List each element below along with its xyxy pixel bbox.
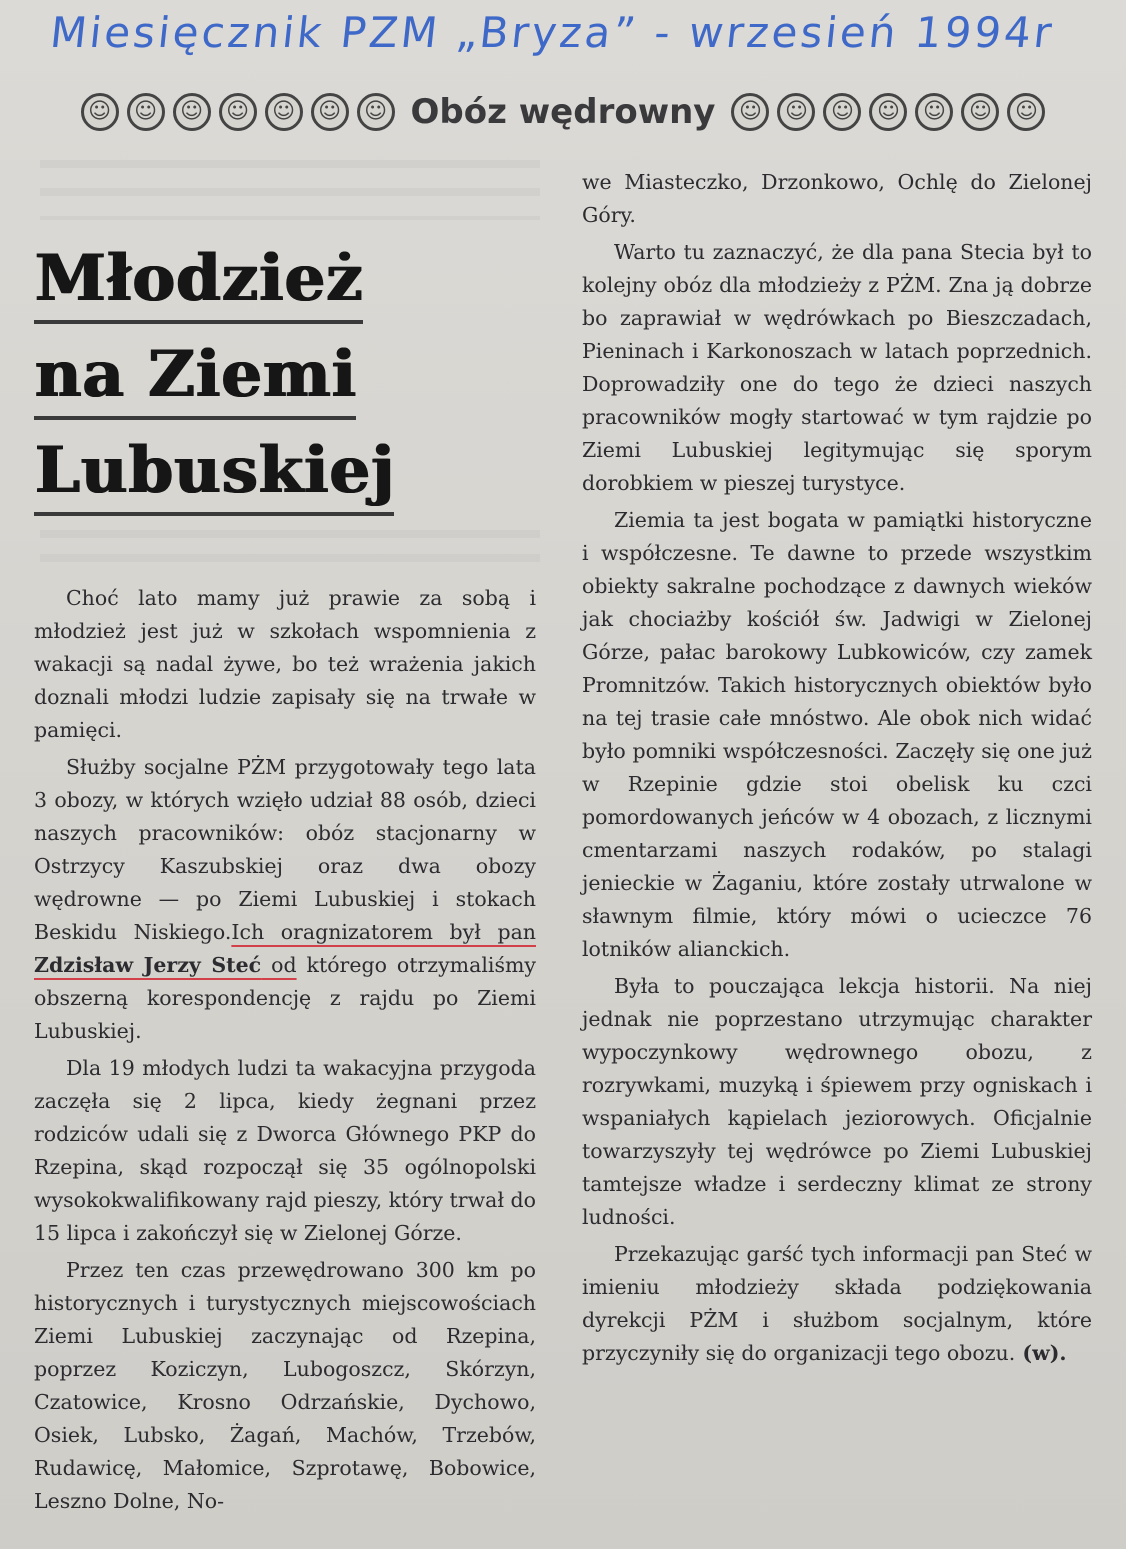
headline-line-3: Lubuskiej <box>34 432 394 516</box>
smiley-face-icon: ☺ <box>219 93 257 131</box>
paragraph: Przez ten czas przewędrowano 300 km po historycznych i turystycznych miejscowościach Ziemi Lubuskiej zaczynając od Rzepina, poprzez Koziczyn, Lubogoszcz, Skórzyn, Czatowice, Krosno Odrzańskie, Dychowo, Osiek, Lubsko, Żagań, Machów, Trzebów, Rudawicę, Małomice, Szprotawę, Bobowice, Leszno Dolne, No- <box>34 1258 536 1513</box>
smiley-face-icon: ☺ <box>1007 93 1045 131</box>
paragraph-text: Służby socjalne PŻM przygotowały tego lata 3 obozy, w których wzięło udział 88 osób, dzieci naszych pracowników: obóz stacjonarny w Ostrzycy Kaszubskiej oraz dwa obozy wędrowne — po Ziemi Lubuskiej i stokach Beskidu Niskiego. <box>34 755 536 944</box>
smiley-face-icon: ☺ <box>265 93 303 131</box>
article-column-right <box>582 166 1092 1370</box>
article-headline <box>34 240 534 528</box>
author-signature: (w). <box>1015 1341 1067 1365</box>
smiley-face-icon: ☺ <box>357 93 395 131</box>
smiley-face-icon: ☺ <box>869 93 907 131</box>
paragraph: we Miasteczko, Drzonkowo, Ochlę do Zielonej Góry. <box>582 170 1092 227</box>
smiley-face-icon: ☺ <box>81 93 119 131</box>
underlined-text: Ich oragnizatorem był pan <box>231 920 536 944</box>
smiley-face-icon: ☺ <box>961 93 999 131</box>
paragraph-text: Przekazując garść tych informacji pan Steć w imieniu młodzieży składa podziękowania dyrekcji PŻM i służbom socjalnym, które przyczyniły się do organizacji tego obozu. <box>582 1242 1092 1365</box>
paragraph <box>582 1238 1092 1370</box>
smiley-face-icon: ☺ <box>823 93 861 131</box>
paragraph <box>34 751 536 1048</box>
section-header <box>30 84 1096 140</box>
paragraph-text: którego otrzymaliśmy obszerną korespondencję z rajdu po Ziemi Lubuskiej. <box>34 953 536 1043</box>
paragraph: Była to pouczająca lekcja historii. Na niej jednak nie poprzestano utrzymując charakter wypoczynkowy wędrownego obozu, z rozrywkami, muzyką i śpiewem przy ogniskach i wspaniałych kąpielach jeziorowych. Oficjalnie towarzyszyły tej wędrówce po Ziemi Lubuskiej tamtejsze władze i serdeczny klimat ze strony ludności. <box>582 974 1092 1229</box>
headline-line-1: Młodzież <box>34 240 363 324</box>
handwritten-source-note: Miesięcznik PZM „Bryza” - wrzesień 1994r <box>48 8 1057 57</box>
smiley-face-icon: ☺ <box>915 93 953 131</box>
smiley-face-icon: ☺ <box>127 93 165 131</box>
smiley-face-icon: ☺ <box>311 93 349 131</box>
paragraph: Ziemia ta jest bogata w pamiątki historyczne i współczesne. Te dawne to przede wszystkim obiekty sakralne pochodzące z dawnych wieków jak chociażby kościół św. Jadwigi w Zielonej Górze, pałac barokowy Lubkowiców, czy zamek Promnitzów. Takich historycznych obiektów było na tej trasie całe mnóstwo. Ale obok nich widać było pomniki współczesności. Zaczęły się one już w Rzepinie gdzie stoi obelisk ku czci pomordowanych jeńców w 4 obozach, z licznymi cmentarzami naszych rodaków, po stalagi jenieckie w Żaganiu, które zostały utrwalone w sławnym filmie, który mówi o ucieczce 76 lotników alianckich. <box>582 508 1092 961</box>
headline-line-2: na Ziemi <box>34 336 356 420</box>
organizer-name: Zdzisław Jerzy Steć <box>34 953 262 977</box>
paragraph: Dla 19 młodych ludzi ta wakacyjna przygoda zaczęła się 2 lipca, kiedy żegnani przez rodziców udali się z Dworca Głównego PKP do Rzepina, skąd rozpoczął się 35 ogólnopolski wysokokwalifikowany rajd pieszy, który trwał do 15 lipca i zakończył się w Zielonej Górze. <box>34 1056 536 1245</box>
article-column-left <box>34 582 536 1518</box>
bleed-through-text <box>40 530 540 570</box>
paragraph: Warto tu zaznaczyć, że dla pana Stecia był to kolejny obóz dla młodzieży z PŻM. Zna ją dobrze bo zaprawiał w wędrówkach po Bieszczadach, Pieninach i Karkonoszach w latach poprzednich. Doprowadziły one do tego że dzieci naszych pracowników mogły startować w tym rajdzie po Ziemi Lubuskiej legitymując się sporym dorobkiem w pieszej turystyce. <box>582 240 1092 495</box>
paragraph: Choć lato mamy już prawie za sobą i młodzież jest już w szkołach wspomnienia z wakacji są nadal żywe, bo też wrażenia jakich doznali młodzi ludzie zapisały się na trwałe w pamięci. <box>34 586 536 742</box>
smiley-face-icon: ☺ <box>777 93 815 131</box>
underlined-text: od <box>261 953 297 977</box>
section-title: Obóz wędrowny <box>410 92 716 132</box>
smiley-face-icon: ☺ <box>731 93 769 131</box>
bleed-through-text <box>40 160 540 220</box>
smiley-face-icon: ☺ <box>173 93 211 131</box>
